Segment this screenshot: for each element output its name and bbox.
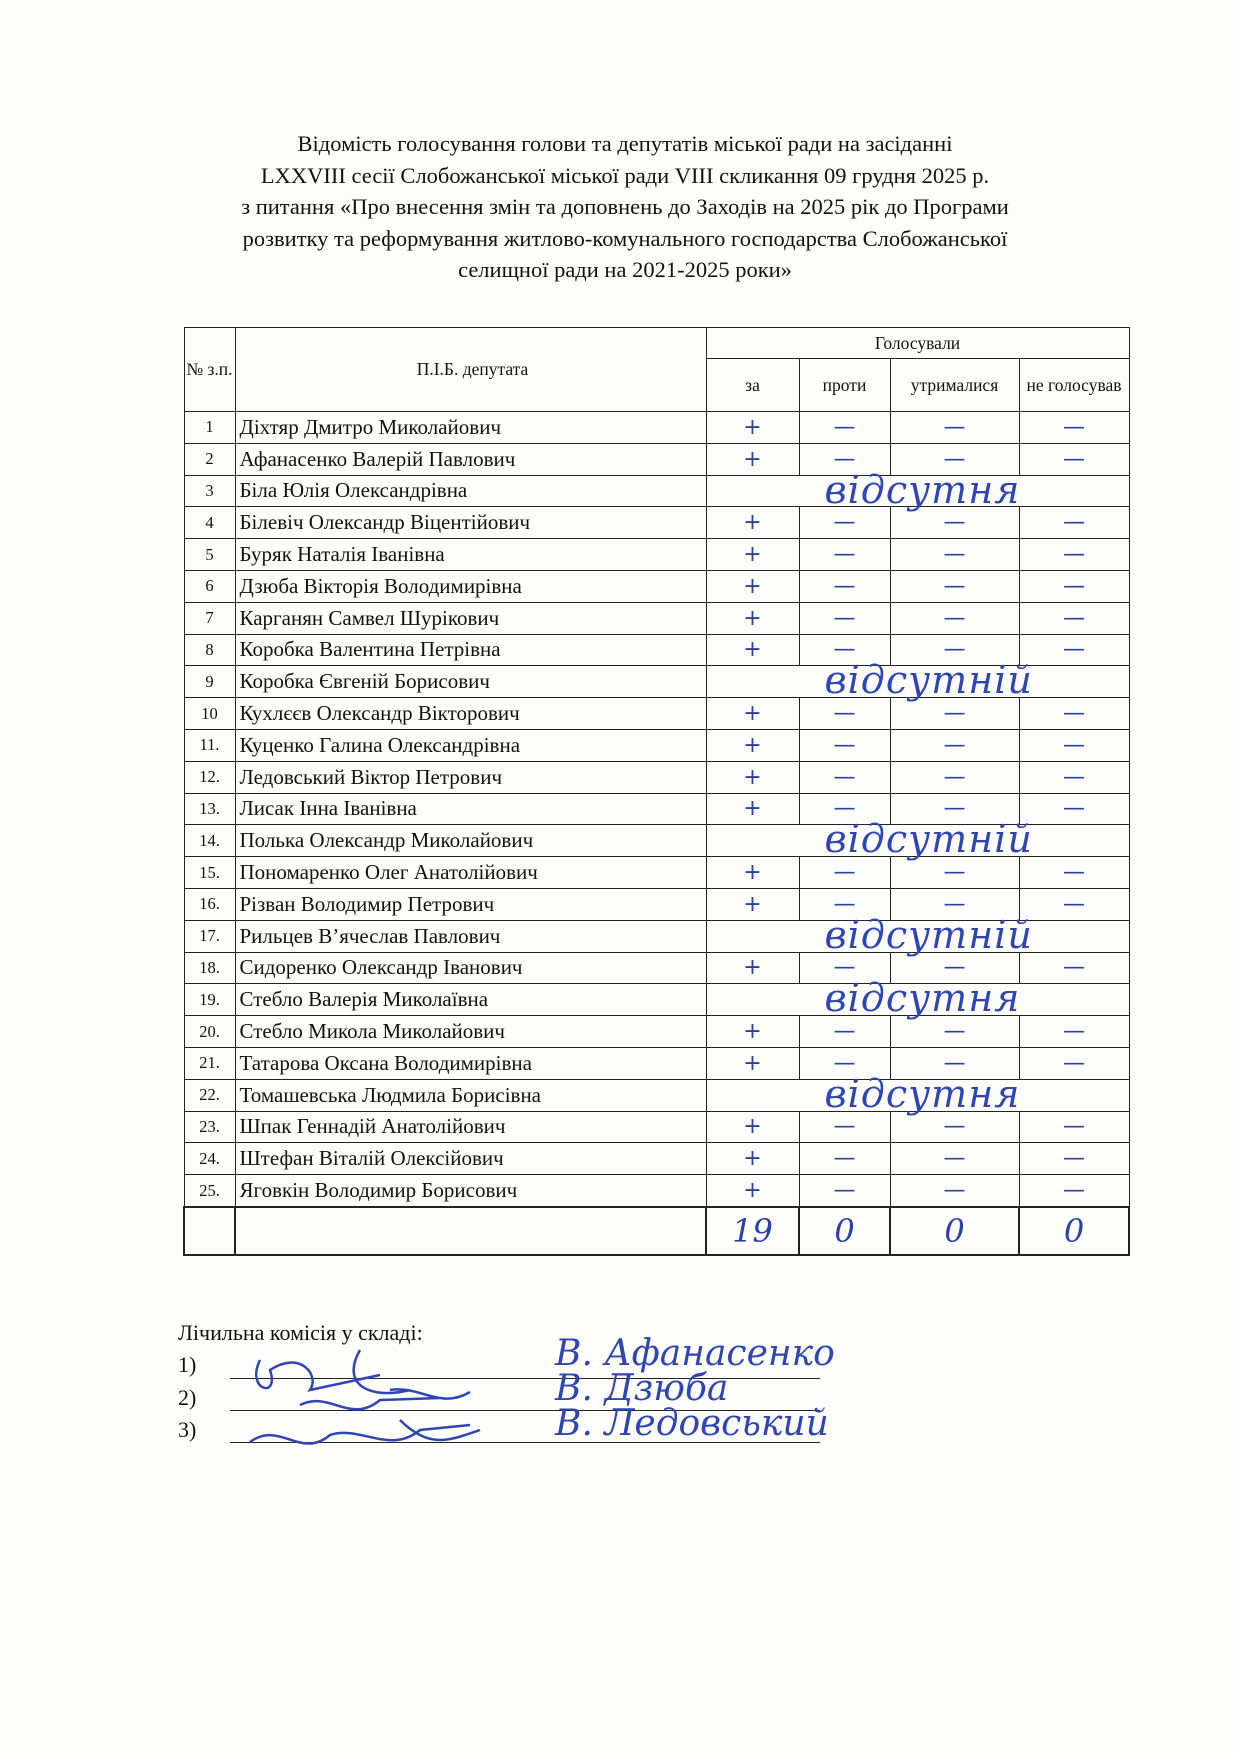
table-row <box>184 729 1129 761</box>
vote-for: + <box>706 570 799 602</box>
vote-not-voted: — <box>1019 729 1129 761</box>
vote-for: + <box>706 634 799 666</box>
row-number: 15. <box>184 857 235 889</box>
vote-not-voted: — <box>1019 698 1129 730</box>
vote-not-voted: — <box>1019 507 1129 539</box>
deputy-name: Шпак Геннадій Анатолійович <box>235 1111 706 1143</box>
vote-against: — <box>799 412 890 444</box>
vote-abstained: — <box>890 1047 1019 1079</box>
vote-abstained: — <box>890 857 1019 889</box>
row-number: 10 <box>184 698 235 730</box>
vote-against: — <box>799 888 890 920</box>
row-number: 6 <box>184 570 235 602</box>
vote-for: + <box>706 857 799 889</box>
deputy-name: Стебло Микола Миколайович <box>235 1016 706 1048</box>
vote-for: + <box>706 1016 799 1048</box>
table-row <box>184 698 1129 730</box>
vote-against: — <box>799 1175 890 1207</box>
total-against: 0 <box>799 1207 890 1255</box>
table-row <box>184 761 1129 793</box>
vote-not-voted: — <box>1019 634 1129 666</box>
col-header-not-voted: не голосував <box>1019 359 1129 412</box>
counting-commission-title: Лічильна комісія у складі: <box>178 1320 423 1345</box>
deputy-name: Томашевська Людмила Борисівна <box>235 1079 706 1111</box>
absent-cell <box>706 467 1129 512</box>
vote-abstained: — <box>890 570 1019 602</box>
deputy-name: Яговкін Володимир Борисович <box>235 1175 706 1207</box>
deputy-name: Білевіч Олександр Віцентійович <box>235 507 706 539</box>
deputy-name: Татарова Оксана Володимирівна <box>235 1047 706 1079</box>
vote-for: + <box>706 412 799 444</box>
vote-not-voted: — <box>1019 952 1129 984</box>
col-header-voted: Голосували <box>706 328 1129 359</box>
table-row <box>184 1175 1129 1207</box>
voting-rows <box>184 412 1129 1207</box>
totals-row <box>184 1207 1129 1255</box>
vote-abstained: — <box>890 888 1019 920</box>
member-number: 2) <box>178 1385 197 1410</box>
row-number: 1 <box>184 412 235 444</box>
deputy-name: Карганян Самвел Шурікович <box>235 602 706 634</box>
col-header-number: № з.п. <box>184 328 235 412</box>
row-number: 11. <box>184 729 235 761</box>
row-number: 18. <box>184 952 235 984</box>
deputy-name: Куценко Галина Олександрівна <box>235 729 706 761</box>
deputy-name: Буряк Наталія Іванівна <box>235 539 706 571</box>
vote-against: — <box>799 952 890 984</box>
deputy-name: Ледовський Віктор Петрович <box>235 761 706 793</box>
commission-member-2 <box>178 1385 196 1411</box>
absent-mark: відсутній <box>824 912 1033 957</box>
table-row <box>184 1143 1129 1175</box>
table-row <box>184 920 1129 952</box>
vote-not-voted: — <box>1019 1143 1129 1175</box>
table-row <box>184 570 1129 602</box>
vote-for: + <box>706 539 799 571</box>
vote-against: — <box>799 1143 890 1175</box>
voting-table <box>183 327 1130 1256</box>
deputy-name: Коробка Євгеній Борисович <box>235 666 706 698</box>
absent-mark: відсутня <box>824 467 1021 512</box>
table-row <box>184 1016 1129 1048</box>
vote-for: + <box>706 1047 799 1079</box>
vote-not-voted: — <box>1019 793 1129 825</box>
total-abstained: 0 <box>890 1207 1019 1255</box>
deputy-name: Стебло Валерія Миколаївна <box>235 984 706 1016</box>
absent-mark: відсутній <box>824 817 1033 862</box>
table-row <box>184 1079 1129 1111</box>
table-row <box>184 1111 1129 1143</box>
member-name-handwritten: В. Ледовський <box>555 1403 829 1444</box>
absent-mark: відсутня <box>824 1071 1021 1116</box>
row-number: 21. <box>184 1047 235 1079</box>
vote-against: — <box>799 570 890 602</box>
vote-for: + <box>706 793 799 825</box>
vote-abstained: — <box>890 793 1019 825</box>
vote-for: + <box>706 729 799 761</box>
vote-not-voted: — <box>1019 857 1129 889</box>
deputy-name: Коробка Валентина Петрівна <box>235 634 706 666</box>
vote-for: + <box>706 1175 799 1207</box>
handwritten-signatures <box>240 1330 540 1470</box>
member-name-handwritten: В. Дзюба <box>555 1368 729 1409</box>
vote-not-voted: — <box>1019 1111 1129 1143</box>
total-not-voted: 0 <box>1019 1207 1129 1255</box>
vote-abstained: — <box>890 761 1019 793</box>
document-header <box>180 128 1070 286</box>
header-line-3: з питання «Про внесення змін та доповнень до Заходів на 2025 рік до Програми <box>241 194 1009 219</box>
absent-mark: відсутня <box>824 976 1021 1021</box>
header-line-5: селищної ради на 2021-2025 роки» <box>458 257 792 282</box>
vote-for: + <box>706 761 799 793</box>
vote-abstained: — <box>890 698 1019 730</box>
vote-against: — <box>799 857 890 889</box>
vote-not-voted: — <box>1019 761 1129 793</box>
vote-abstained: — <box>890 634 1019 666</box>
vote-against: — <box>799 539 890 571</box>
vote-against: — <box>799 602 890 634</box>
row-number: 17. <box>184 920 235 952</box>
absent-cell <box>706 817 1129 862</box>
row-number: 2 <box>184 443 235 475</box>
table-row <box>184 666 1129 698</box>
row-number: 19. <box>184 984 235 1016</box>
table-row <box>184 412 1129 444</box>
vote-for: + <box>706 1111 799 1143</box>
vote-abstained: — <box>890 443 1019 475</box>
vote-against: — <box>799 1047 890 1079</box>
vote-not-voted: — <box>1019 602 1129 634</box>
vote-abstained: — <box>890 1175 1019 1207</box>
vote-against: — <box>799 634 890 666</box>
vote-not-voted: — <box>1019 443 1129 475</box>
row-number: 4 <box>184 507 235 539</box>
member-name-handwritten: В. Афанасенко <box>555 1333 835 1374</box>
totals-empty-num <box>184 1207 235 1255</box>
deputy-name: Пономаренко Олег Анатолійович <box>235 857 706 889</box>
vote-against: — <box>799 443 890 475</box>
col-header-name: П.І.Б. депутата <box>235 328 706 412</box>
absent-cell <box>706 976 1129 1021</box>
table-row <box>184 475 1129 507</box>
table-row <box>184 602 1129 634</box>
row-number: 22. <box>184 1079 235 1111</box>
col-header-against: проти <box>799 359 890 412</box>
totals-empty-name <box>235 1207 706 1255</box>
vote-against: — <box>799 698 890 730</box>
vote-not-voted: — <box>1019 412 1129 444</box>
member-number: 3) <box>178 1417 197 1442</box>
absent-mark: відсутній <box>824 658 1033 703</box>
row-number: 3 <box>184 475 235 507</box>
commission-member-1 <box>178 1352 196 1378</box>
total-for: 19 <box>706 1207 799 1255</box>
col-header-for: за <box>706 359 799 412</box>
vote-for: + <box>706 602 799 634</box>
row-number: 7 <box>184 602 235 634</box>
row-number: 14. <box>184 825 235 857</box>
deputy-name: Дзюба Вікторія Володимирівна <box>235 570 706 602</box>
vote-abstained: — <box>890 602 1019 634</box>
row-number: 25. <box>184 1175 235 1207</box>
deputy-name: Біла Юлія Олександрівна <box>235 475 706 507</box>
vote-not-voted: — <box>1019 570 1129 602</box>
vote-against: — <box>799 507 890 539</box>
row-number: 8 <box>184 634 235 666</box>
vote-abstained: — <box>890 952 1019 984</box>
vote-for: + <box>706 507 799 539</box>
vote-abstained: — <box>890 729 1019 761</box>
member-number: 1) <box>178 1352 197 1377</box>
vote-not-voted: — <box>1019 539 1129 571</box>
vote-for: + <box>706 1143 799 1175</box>
vote-for: + <box>706 443 799 475</box>
row-number: 16. <box>184 888 235 920</box>
vote-for: + <box>706 952 799 984</box>
vote-not-voted: — <box>1019 1016 1129 1048</box>
row-number: 9 <box>184 666 235 698</box>
absent-cell <box>706 912 1129 957</box>
vote-not-voted: — <box>1019 1047 1129 1079</box>
vote-for: + <box>706 698 799 730</box>
header-line-1: Відомість голосування голови та депутатів міської ради на засіданні <box>297 131 953 156</box>
col-header-abstained: утрималися <box>890 359 1019 412</box>
header-line-2: LXXVIII сесії Слобожанської міської ради VIII скликання 09 грудня 2025 р. <box>260 162 990 188</box>
row-number: 24. <box>184 1143 235 1175</box>
deputy-name: Штефан Віталій Олексійович <box>235 1143 706 1175</box>
table-row <box>184 507 1129 539</box>
row-number: 12. <box>184 761 235 793</box>
vote-against: — <box>799 1111 890 1143</box>
vote-against: — <box>799 1016 890 1048</box>
vote-abstained: — <box>890 1143 1019 1175</box>
header-line-4: розвитку та реформування житлово-комунального господарства Слобожанської <box>242 225 1008 251</box>
table-row <box>184 857 1129 889</box>
deputy-name: Сидоренко Олександр Іванович <box>235 952 706 984</box>
vote-abstained: — <box>890 539 1019 571</box>
table-row <box>184 825 1129 857</box>
vote-abstained: — <box>890 507 1019 539</box>
absent-cell <box>706 658 1129 703</box>
vote-against: — <box>799 793 890 825</box>
vote-not-voted: — <box>1019 1175 1129 1207</box>
row-number: 5 <box>184 539 235 571</box>
absent-cell <box>706 1071 1129 1116</box>
vote-against: — <box>799 729 890 761</box>
vote-abstained: — <box>890 412 1019 444</box>
vote-against: — <box>799 761 890 793</box>
deputy-name: Полька Олександр Миколайович <box>235 825 706 857</box>
vote-for: + <box>706 888 799 920</box>
deputy-name: Рильцев В’ячеслав Павлович <box>235 920 706 952</box>
table-row <box>184 539 1129 571</box>
deputy-name: Діхтяр Дмитро Миколайович <box>235 412 706 444</box>
deputy-name: Афанасенко Валерій Павлович <box>235 443 706 475</box>
table-row <box>184 984 1129 1016</box>
commission-member-3 <box>178 1417 196 1443</box>
vote-abstained: — <box>890 1111 1019 1143</box>
deputy-name: Кухлєєв Олександр Вікторович <box>235 698 706 730</box>
row-number: 23. <box>184 1111 235 1143</box>
vote-not-voted: — <box>1019 888 1129 920</box>
deputy-name: Різван Володимир Петрович <box>235 888 706 920</box>
vote-abstained: — <box>890 1016 1019 1048</box>
deputy-name: Лисак Інна Іванівна <box>235 793 706 825</box>
row-number: 13. <box>184 793 235 825</box>
row-number: 20. <box>184 1016 235 1048</box>
